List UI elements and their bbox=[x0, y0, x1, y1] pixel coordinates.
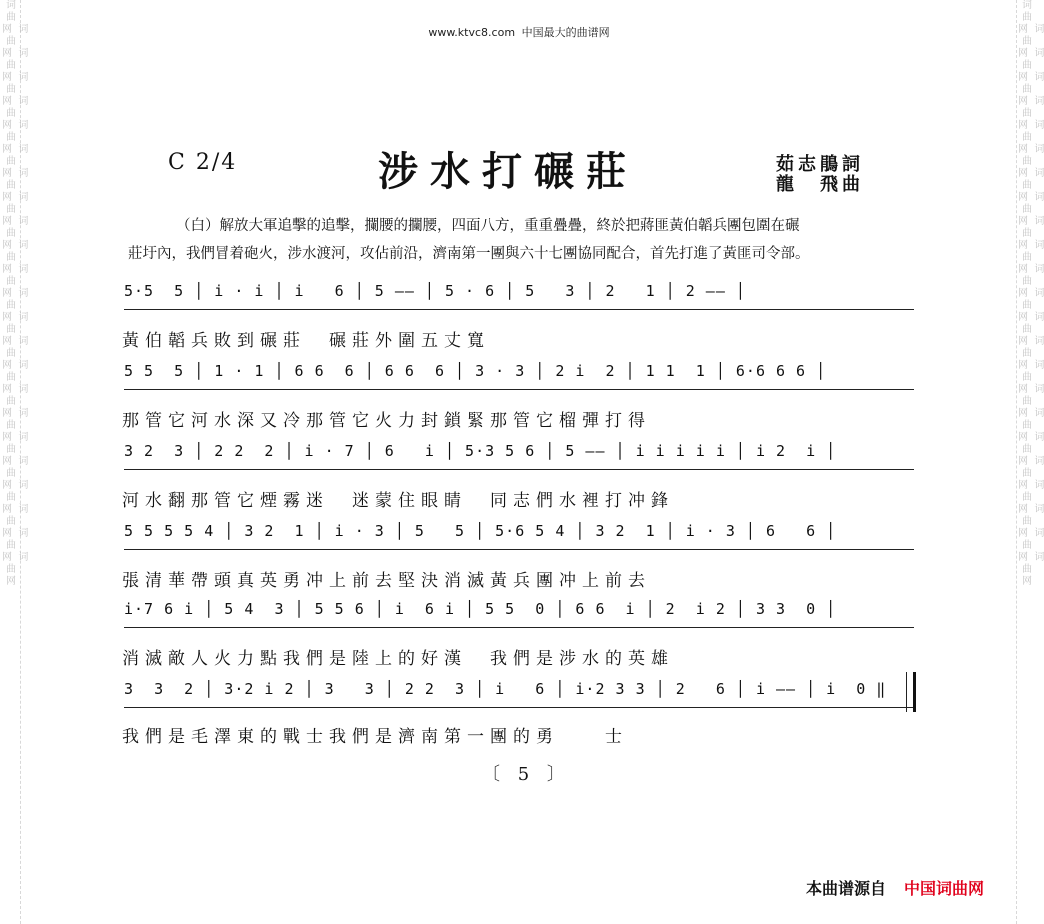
footer-source bbox=[806, 876, 984, 899]
intro-line-1: （白）解放大軍追擊的追擊，攔腰的攔腰，四面八方，重重疊疊，終於把蔣匪黃伯韜兵團包圍在碾 bbox=[176, 218, 800, 234]
lyric-line-3: 河水翻那管它煙霧迷 迷蒙住眼睛 同志們水裡打冲鋒 bbox=[122, 491, 674, 511]
site-name: 中国最大的曲谱网 bbox=[521, 26, 610, 39]
notation-line-4: 5 5 5 5 4 │ 3 2 1 │ i · 3 │ 5 5 │ 5·6 5 4 │ 3 2 1 │ i · 3 │ 6 6 │ bbox=[124, 522, 914, 552]
left-watermark: 词曲网 词曲网 词曲网 词曲网 词曲网 词曲网 词曲网 词曲网 词曲网 词曲网 词曲网 词曲网 词曲网 词曲网 词曲网 词曲网 词曲网 词曲网 词曲网 词曲网 词曲网 词曲网 词曲网 词曲网 bbox=[2, 0, 29, 587]
lyric-line-6: 我們是毛澤東的戰士我們是濟南第一團的勇 士 bbox=[122, 727, 628, 747]
right-watermark: 词曲网 词曲网 词曲网 词曲网 词曲网 词曲网 词曲网 词曲网 词曲网 词曲网 词曲网 词曲网 词曲网 词曲网 词曲网 词曲网 词曲网 词曲网 词曲网 词曲网 词曲网 词曲网 词曲网 词曲网 bbox=[1018, 0, 1044, 587]
site-url[interactable]: www.ktvc8.com bbox=[428, 26, 516, 39]
intro-line-2: 莊圩內，我們冒着砲火，涉水渡河，攻佔前沿，濟南第一團與六十七團協同配合，首先打進了黃匪司令部。 bbox=[128, 246, 810, 262]
lyric-line-2: 那管它河水深又冷那管它火力封鎖緊那管它榴彈打得 bbox=[122, 411, 651, 431]
notation-line-3: 3 2 3 │ 2 2 2 │ i · 7 │ 6 i │ 5·3 5 6 │ 5 —— │ i i i i i │ i 2 i │ bbox=[124, 442, 914, 472]
notation-line-1: 5·5 5 │ i · i │ i 6 │ 5 —— │ 5 · 6 │ 5 3 │ 2 1 │ 2 —— │ bbox=[124, 282, 914, 312]
right-margin-guide bbox=[1016, 0, 1017, 924]
lyric-line-1: 黃伯韜兵敗到碾莊 碾莊外圍五丈寬 bbox=[122, 331, 490, 351]
page-number: 〔 5 〕 bbox=[482, 764, 571, 785]
key-signature: C 2/4 bbox=[168, 150, 238, 175]
lyricist-credit: 茹志鵑詞 bbox=[776, 154, 864, 175]
lyric-line-4: 張清華帶頭真英勇冲上前去堅決消滅黃兵團冲上前去 bbox=[122, 571, 651, 591]
footer-brand-link[interactable]: 中国词曲网 bbox=[904, 879, 985, 898]
song-title: 涉水打碾莊 bbox=[378, 148, 638, 195]
lyric-line-5: 消滅敵人火力點我們是陸上的好漢 我們是涉水的英雄 bbox=[122, 649, 674, 669]
composer-credit: 龍 飛曲 bbox=[776, 174, 864, 195]
final-double-barline bbox=[906, 672, 916, 712]
notation-line-6: 3 3 2 │ 3·2 i 2 │ 3 3 │ 2 2 3 │ i 6 │ i·2 3 3 │ 2 6 │ i —— │ i 0 ‖ bbox=[124, 680, 914, 710]
notation-line-5: i·7 6 i │ 5 4 3 │ 5 5 6 │ i 6 i │ 5 5 0 │ 6 6 i │ 2 i 2 │ 3 3 0 │ bbox=[124, 600, 914, 630]
footer-source-label: 本曲谱源自 bbox=[806, 879, 887, 898]
notation-line-2: 5 5 5 │ 1 · 1 │ 6 6 6 │ 6 6 6 │ 3 · 3 │ 2 i 2 │ 1 1 1 │ 6·6 6 6 │ bbox=[124, 362, 914, 392]
site-header bbox=[0, 24, 1038, 40]
